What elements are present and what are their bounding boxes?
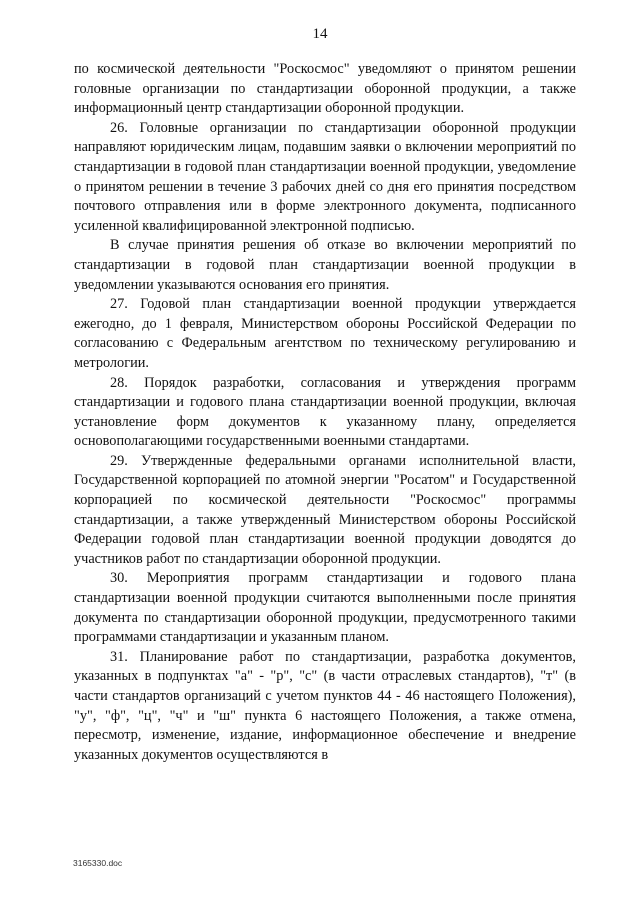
paragraph-p27: 27. Годовой план стандартизации военной продукции утверждается ежегодно, до 1 февраля, Министерством обороны Российской Федерации по согласованию с Федеральным агентством по техническому регулированию и метрологии. [74,296,576,371]
paragraph-p26: 26. Головные организации по стандартизации оборонной продукции направляют юридическим лицам, подавшим заявки о включении мероприятий по стандартизации в годовой план стандартизации военной продукции, уведомление о принятом решении в течение 3 рабочих дней со дня его принятия посредством почтового отправления или в форме электронного документа, подписанного усиленной квалифицированной электронной подписью. [74,119,576,234]
document-body [74,60,576,765]
document-file-name: 3165330.doc [73,858,123,868]
page-number: 14 [312,26,328,42]
paragraph-p30: 30. Мероприятия программ стандартизации и годового плана стандартизации военной продукции считаются выполненными после принятия документа по стандартизации оборонной продукции, предусмотренного такими программами стандартизации и указанным планом. [74,570,576,646]
paragraph-p29: 29. Утвержденные федеральными органами исполнительной власти, Государственной корпорацией по атомной энергии "Росатом" и Государственной корпорацией по космической деятельности "Роскосмос" программы стандартизации, а также утвержденный Министерством обороны Российской Федерации годовой план стандартизации военной продукции доводятся до участников работ по стандартизации оборонной продукции. [74,452,576,567]
paragraph-p26b: В случае принятия решения об отказе во включении мероприятий по стандартизации в годовой план стандартизации военной продукции в уведомлении указываются основания его принятия. [74,237,576,293]
paragraph-p31: 31. Планирование работ по стандартизации, разработка документов, указанных в подпунктах "а" - "р", "с" (в части отраслевых стандартов), "т" (в части стандартов организаций с учетом пунктов 44 - 46 настоящего Положения), "у", "ф", "ц", "ч" и "ш" пункта 6 настоящего Положения, а также отмена, пересмотр, изменение, издание, информационное обеспечение и внедрение указанных документов осуществляются в [74,648,576,763]
paragraph-p0: по космической деятельности "Роскосмос" уведомляют о принятом решении головные организации по стандартизации оборонной продукции, а также информационный центр стандартизации оборонной продукции. [74,61,576,117]
paragraph-p28: 28. Порядок разработки, согласования и утверждения программ стандартизации и годового плана стандартизации военной продукции, включая установление форм документов к указанному плану, определяется основополагающими государственными военными стандартами. [74,374,576,450]
